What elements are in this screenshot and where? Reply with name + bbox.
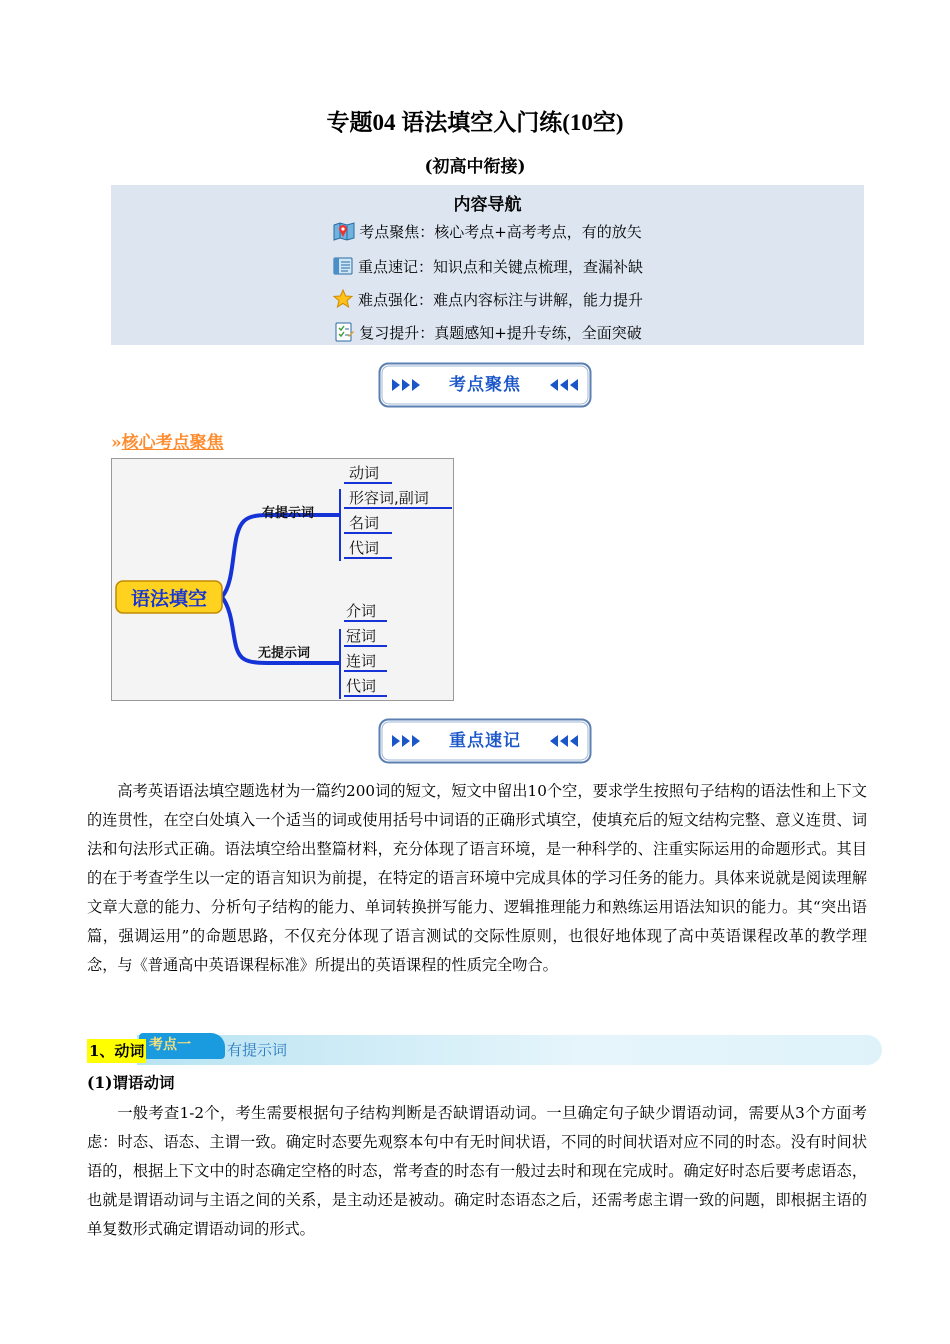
nav-item-text: 考点聚焦：核心考点+高考考点，有的放矢 bbox=[359, 223, 642, 241]
intro-paragraph-text: 高考英语语法填空题选材为一篇约200词的短文，短文中留出10个空，要求学生按照句子结构的语法性和上下文的连贯性，在空白处填入一个适当的词或使用括号中词语的正确形式填空，使填充后的短文结构完整、意义连贯、词法和句法形式正确。语法填空给出整篇材料，充分体现了语言环境，是一种科学的、注重实际运用的命题形式。其目的在于考查学生以一定的语言知识为前提，在特定的语言环境中完成具体的学习任务的能力。具体来说就是阅读理解文章大意的能力、分析句子结构的能力、单词转换拼写能力、逻辑推理能力和熟练运用语法知识的能力。其“突出语篇，强调运用”的命题思路，不仅充分体现了语言测试的交际性原则，也很好地体现了高中英语课程改革的教学理念，与《普通高中英语课程标准》所提出的英语课程的性质完全吻合。 bbox=[87, 782, 867, 974]
checklist-icon bbox=[333, 322, 355, 342]
predicate-paragraph-text: 一般考查1-2个，考生需要根据句子结构判断是否缺谓语动词。一旦确定句子缺少谓语动词，需要从3个方面考虑：时态、语态、主谓一致。确定时态要先观察本句中有无时间状语，不同的时间状语对应不同的时态。没有时间状语的，根据上下文中的时态确定空格的时态，常考查的时态有一般过去时和现在完成时。确定好时态后要考虑语态，也就是谓语动词与主语之间的关系，是主动还是被动。确定时态语态之后，还需考虑主谓一致的问题，即根据主语的单复数形式确定谓语动词的形式。 bbox=[87, 1104, 867, 1238]
nav-item-difficult bbox=[111, 289, 864, 310]
mindmap-leaf: 动词 bbox=[349, 464, 380, 482]
banner-focus-label: 考点聚焦 bbox=[449, 375, 521, 395]
nav-item-focus bbox=[111, 221, 864, 242]
page-subtitle: (初高中衔接) bbox=[424, 157, 526, 177]
mindmap-leaf: 代词 bbox=[346, 677, 377, 695]
core-heading-text: 核心考点聚焦 bbox=[121, 433, 224, 453]
banner-focus bbox=[378, 362, 592, 408]
predicate-paragraph bbox=[87, 1099, 867, 1244]
nav-item-text: 重点速记：知识点和关键点梳理，查漏补缺 bbox=[357, 258, 643, 276]
banner-notes bbox=[378, 718, 592, 764]
core-heading bbox=[111, 428, 224, 453]
nav-item-notes bbox=[111, 256, 864, 277]
nav-item-text: 难点强化：难点内容标注与讲解，能力提升 bbox=[357, 291, 643, 309]
mindmap-leaf: 代词 bbox=[349, 539, 380, 557]
mindmap-leaf: 介词 bbox=[346, 602, 377, 620]
mindmap-branch-label: 有提示词 bbox=[262, 506, 315, 521]
content-nav-box bbox=[111, 185, 864, 345]
mindmap-leaf: 冠词 bbox=[346, 627, 377, 645]
double-chevron-icon: » bbox=[111, 433, 122, 453]
mindmap-branch-label: 无提示词 bbox=[258, 646, 311, 661]
page-title: 专题04 语法填空入门练(10空) bbox=[326, 110, 624, 135]
nav-item-review bbox=[111, 322, 864, 343]
section-1-bar bbox=[87, 1033, 882, 1067]
mindmap-leaf: 名词 bbox=[349, 514, 380, 532]
sub-heading-predicate: (1)谓语动词 bbox=[87, 1073, 175, 1092]
star-icon bbox=[332, 289, 354, 309]
nav-heading: 内容导航 bbox=[453, 195, 522, 215]
mindmap-leaf: 连词 bbox=[346, 652, 377, 670]
mindmap-leaf: 形容词,副词 bbox=[349, 489, 429, 507]
intro-paragraph bbox=[87, 777, 867, 980]
section-1-hint: 有提示词 bbox=[227, 1041, 288, 1059]
banner-notes-label: 重点速记 bbox=[449, 731, 521, 751]
map-icon bbox=[333, 221, 355, 241]
section-tag: 考点一 bbox=[139, 1033, 225, 1059]
mindmap-root: 语法填空 bbox=[130, 588, 208, 610]
mindmap-branch-line bbox=[222, 515, 340, 597]
mindmap-diagram bbox=[111, 458, 454, 701]
section-1-heading: 1、动词 bbox=[87, 1039, 146, 1063]
nav-item-text: 复习提升：真题感知+提升专练，全面突破 bbox=[359, 324, 642, 342]
book-icon bbox=[332, 256, 354, 276]
